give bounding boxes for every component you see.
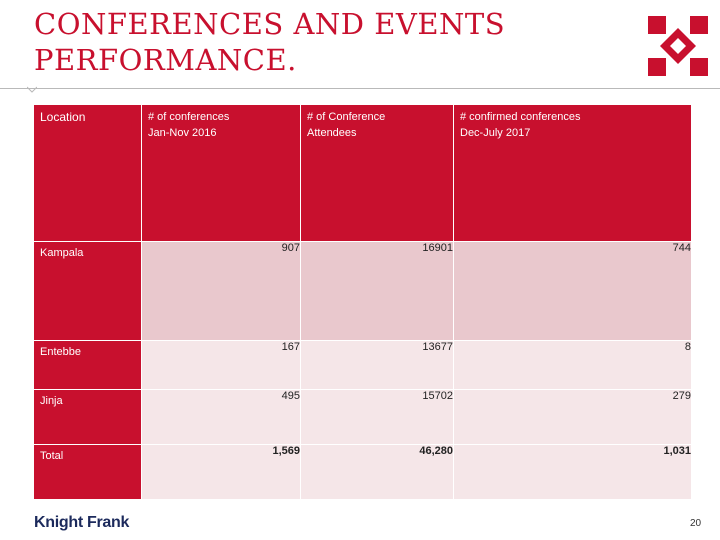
confirmed-cell: 279: [454, 390, 692, 445]
table-row: [34, 390, 692, 445]
table-header-row: [34, 105, 692, 242]
brand-right: Frank: [87, 514, 130, 531]
location-cell: Entebbe: [34, 341, 142, 390]
divider-chevron-icon: [27, 84, 37, 94]
header-attendees: # of Conference Attendees: [301, 105, 454, 242]
table-row: [34, 242, 692, 341]
brand-left: Knight: [34, 514, 83, 531]
confirmed-cell: 8: [454, 341, 692, 390]
conference-performance-table: [33, 104, 692, 500]
location-cell: Jinja: [34, 390, 142, 445]
attendees-cell: 15702: [301, 390, 454, 445]
page-number: 20: [690, 518, 702, 529]
conferences-total-cell: 1,569: [142, 445, 301, 500]
confirmed-total-cell: 1,031: [454, 445, 692, 500]
location-cell: Kampala: [34, 242, 142, 341]
attendees-cell: 13677: [301, 341, 454, 390]
knight-frank-logo-icon: [648, 16, 708, 76]
header-confirmed: # confirmed conferences Dec-July 2017: [454, 105, 692, 242]
conferences-cell: 907: [142, 242, 301, 341]
title-divider: [0, 88, 720, 89]
header-conferences: # of conferences Jan-Nov 2016: [142, 105, 301, 242]
table-total-row: [34, 445, 692, 500]
conferences-cell: 495: [142, 390, 301, 445]
confirmed-cell: 744: [454, 242, 692, 341]
conferences-cell: 167: [142, 341, 301, 390]
title-line-2: PERFORMANCE.: [34, 43, 297, 77]
brand-wordmark: [34, 514, 129, 532]
title-line-1: CONFERENCES AND EVENTS: [34, 7, 506, 41]
slide-title: [34, 6, 505, 78]
attendees-cell: 16901: [301, 242, 454, 341]
header-location: Location: [34, 105, 142, 242]
table-row: [34, 341, 692, 390]
attendees-total-cell: 46,280: [301, 445, 454, 500]
location-cell: Total: [34, 445, 142, 500]
